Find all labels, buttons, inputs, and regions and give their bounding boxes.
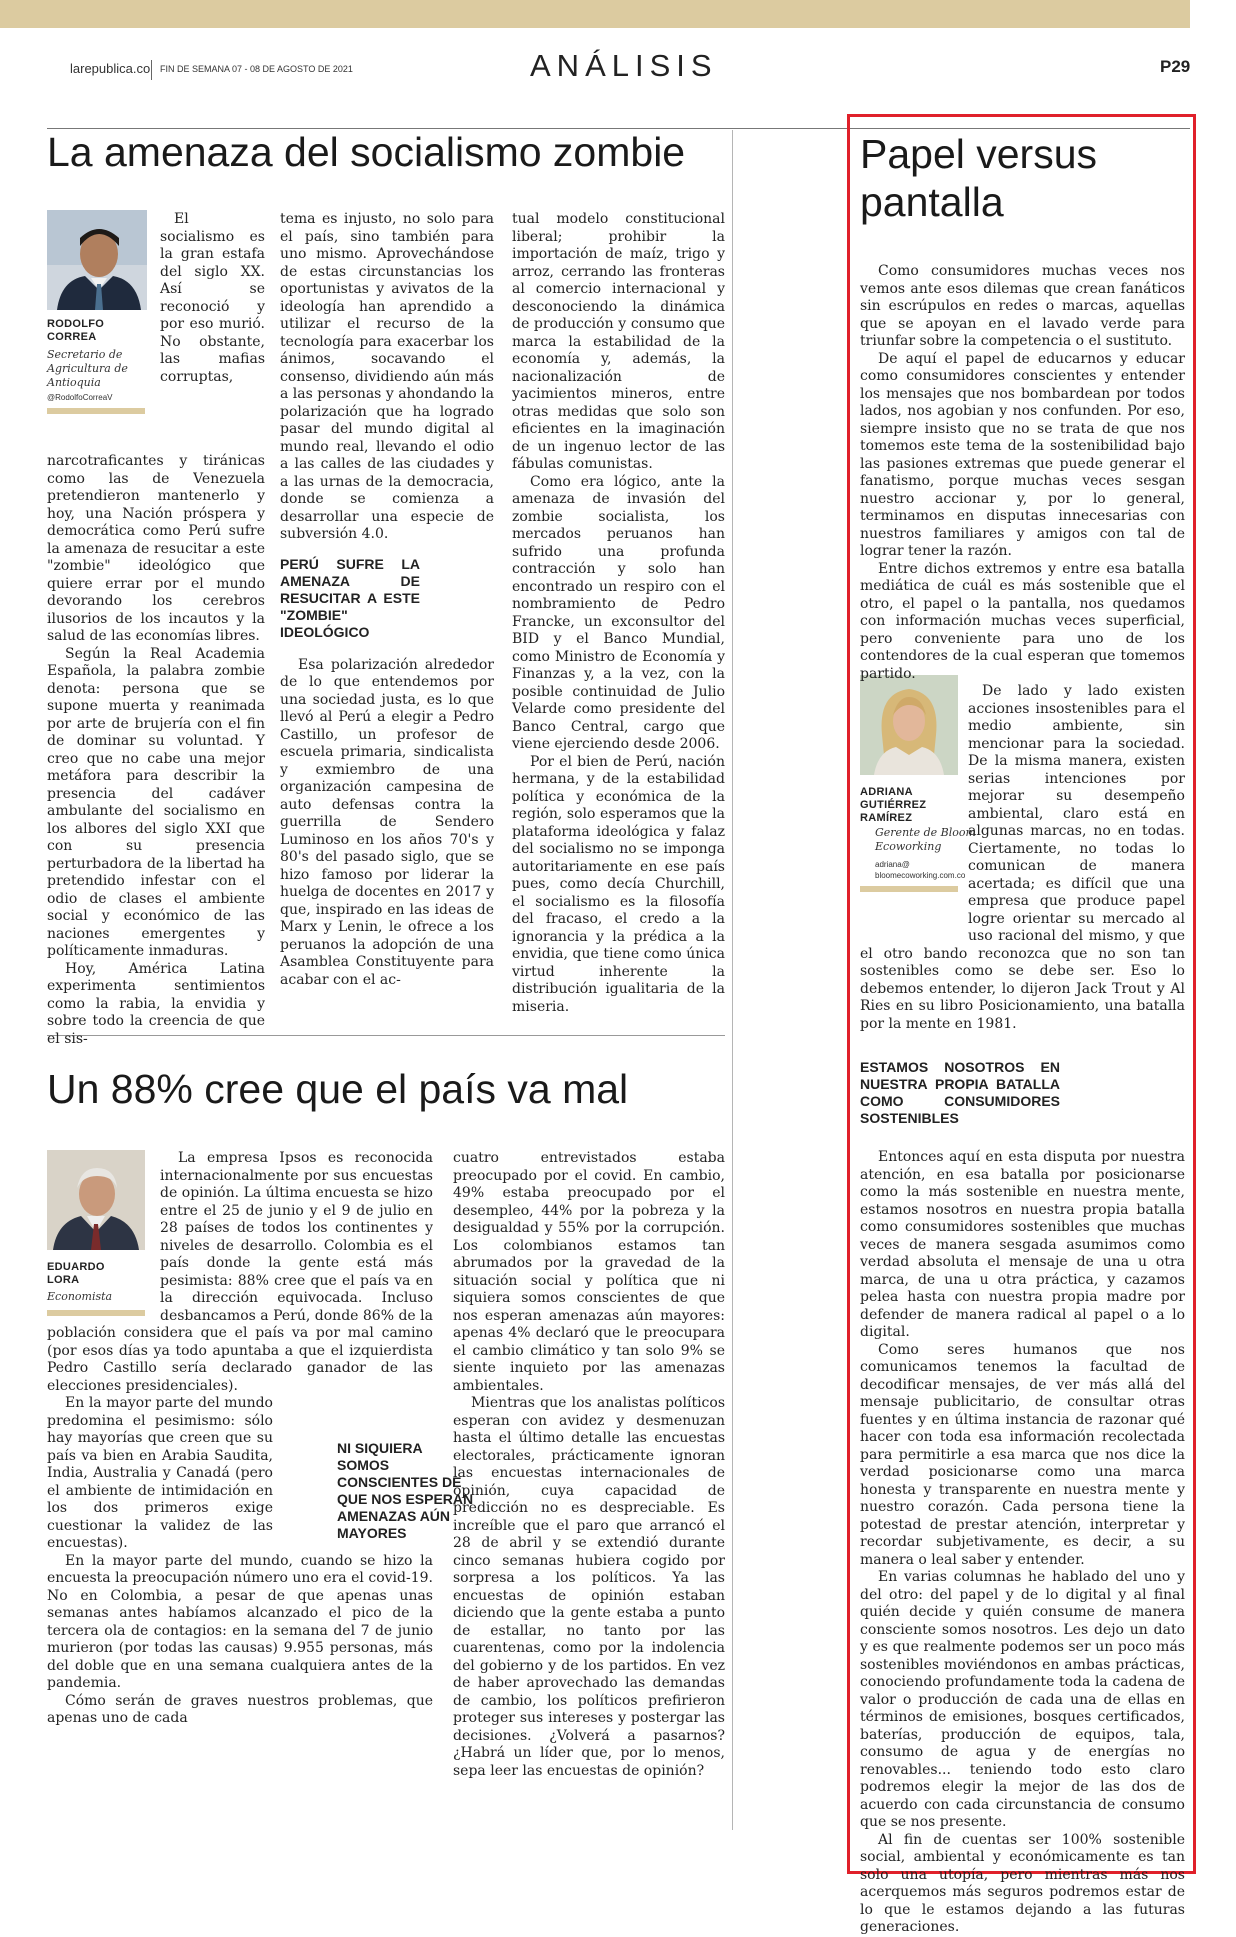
article1-subhead: PERÚ SUFRE LA AMENAZA DE RESUCITAR A ESTE "ZOMBIE" IDEOLÓGICO bbox=[280, 555, 420, 640]
photo-wrap-spacer bbox=[860, 683, 968, 939]
author3-email-line1: adriana@ bbox=[875, 860, 910, 869]
author3-name-line1: ADRIANA bbox=[860, 786, 913, 798]
author3-role-line2: Ecoworking bbox=[875, 840, 942, 853]
paragraph: Al fin de cuentas ser 100% sostenible social, ambiental y económicamente es tan solo una utopía, pero mientras más nos acerquemos más seguros podremos estar de lo que le estamos dejando a las futuras generaciones. bbox=[860, 1831, 1185, 1935]
author3-name-line3: RAMÍREZ bbox=[860, 812, 913, 824]
header-separator bbox=[151, 60, 152, 80]
article1-headline: La amenaza del socialismo zombie bbox=[47, 129, 686, 175]
page-number: P29 bbox=[1160, 57, 1191, 76]
edition-date: FIN DE SEMANA 07 - 08 DE AGOSTO DE 2021 bbox=[160, 64, 353, 74]
article2-column2 bbox=[453, 1150, 725, 1780]
author2-name-line2: LORA bbox=[47, 1274, 80, 1286]
article3-headline-line1: Papel versus bbox=[860, 131, 1098, 177]
photo-wrap-spacer bbox=[47, 1150, 160, 1325]
author2-role: Economista bbox=[47, 1290, 113, 1303]
article1-column1 bbox=[47, 211, 265, 1048]
paragraph: De lado y lado existen acciones insostenibles para el medio ambiente, sin mencionar para la sociedad. De la misma manera, existen serias intenciones por mejorar su desempeño ambiental, claro está en algunas marcas, no en todas. Ciertamente, no todas lo comunican de manera acertada; es difícil que una empresa que produce papel logre orientar su mercado al uso racional del mismo, y que el otro bando reconozca que no son tan sostenibles como se debe ser. Eso lo debemos entender, lo dijeron Jack Trout y Al Ries en su libro Posicionamiento, una batalla por la mente en 1981. bbox=[860, 683, 1185, 1032]
site-name[interactable]: larepublica.co bbox=[70, 61, 151, 76]
paragraph: Cómo serán de graves nuestros problemas, que apenas uno de cada bbox=[47, 1692, 433, 1726]
paragraph: Mientras que los analistas políticos esperan con avidez y desmenuzan hasta el último detalle las encuestas electorales, prácticamente ignoran las encuestas internacionales de opinión, cuya capacidad de predicción no es despreciable. Es increíble que el paro que arrancó el 28 de abril y se extendió durante cinco semanas hubiera cogido por sorpresa a los políticos. Ya las encuestas de opinión estaban diciendo que la gente estaba a punto de estallar, no tanto por las cuarentenas, como por la indolencia del gobierno y de los partidos. En vez de haber aprovechado las demandas de cambio, los políticos prefirieron proteger sus intereses y postergar las decisiones. ¿Volverá a pasarnos? ¿Habrá un líder que, por lo menos, sepa leer las encuestas de opinión? bbox=[453, 1395, 725, 1779]
paragraph: En varias columnas he hablado del uno y del otro: del papel y de lo digital y al final quién decide y quién consume de manera consciente somos nosotros. Les dejo un dato y es que realmente podemos ser un poco más sostenibles moviéndonos en ambas prácticas, conociendo profundamente toda la cadena de valor o producción de cada una de ellas en términos de emisiones, bosques certificados, baterías, producción de equipos, tala, consumo de agua y de energías no renovables... teniendo todo esto claro podremos elegir la mejor de las dos de acuerdo con cada circunstancia de consumo que se nos presente. bbox=[860, 1569, 1185, 1830]
article1-column2 bbox=[280, 211, 494, 989]
author3-role-line1: Gerente de Bloom bbox=[875, 826, 976, 839]
author1-handle[interactable]: @RodolfoCorreaV bbox=[47, 393, 113, 402]
paragraph: Por el bien de Perú, nación hermana, y de la estabilidad política y económica de la región, solo esperamos que la plataforma ideológica y falaz del socialismo no se imponga autoritariamente en ese país pues, como decía Churchill, el socialismo es la filosofía del fracaso, el credo a la ignorancia y la prédica a la envidia, que tiene como única virtud inherente la distribución igualitaria de la miseria. bbox=[512, 753, 725, 1015]
article3-subhead: ESTAMOS NOSOTROS EN NUESTRA PROPIA BATALLA COMO CONSUMIDORES SOSTENIBLES bbox=[860, 1059, 1060, 1126]
paragraph: En la mayor parte del mundo, cuando se hizo la encuesta la preocupación número uno era el covid-19. No en Colombia, a pesar de que apenas unas semanas antes habíamos alcanzado el pico de la tercera ola de contagios: en la semana del 7 de junio murieron (por todas las causas) 9.955 personas, más del doble que en una semana cualquiera antes de la pandemia. bbox=[47, 1552, 433, 1691]
paragraph: tual modelo constitucional liberal; prohibir la importación de maíz, trigo y arroz, cerrando las fronteras al comercio internacional y desconociendo la dinámica de producción y consumo que marca la estabilidad de la economía y, además, la nacionalización de yacimientos mineros, entre otras medidas que solo son eficientes en la imaginación de un ingenuo lector de las fábulas comunistas. bbox=[512, 211, 725, 472]
article2-headline: Un 88% cree que el país va mal bbox=[47, 1066, 629, 1112]
page-header bbox=[0, 48, 1236, 84]
author1-name-line2: CORREA bbox=[47, 331, 97, 343]
author1-name-line1: RODOLFO bbox=[47, 318, 105, 330]
photo-wrap-spacer bbox=[47, 211, 160, 453]
paragraph: En la mayor parte del mundo predomina el pesimismo: sólo hay mayorías que creen que su país va bien en Arabia Saudita, India, Australia y Canadá (pero el ambiente de intimidación en los dos primeros exige cuestionar la validez de las encuestas). bbox=[47, 1395, 273, 1551]
article3-headline-line2: pantalla bbox=[860, 179, 1004, 225]
paragraph: Como era lógico, ante la amenaza de invasión del zombie socialista, los mercados peruanos han sufrido una profunda contracción y solo han encontrado un respiro con el nombramiento de Pedro Francke, un exconsultor del BID y el Banco Mundial, como Ministro de Economía y Finanzas y, a la vez, con la posible continuidad de Julio Velarde como presidente del Banco Central, cargo que viene ejerciendo desde 2006. bbox=[512, 473, 725, 752]
paragraph: El socialismo es la gran estafa del siglo XX. Así se reconoció y por eso murió. No obstante, las mafias corruptas, narcotraficantes y tiránicas como las de Venezuela pretendieron mantenerlo y hoy, una Nación próspera y democrática como Perú sufre la amenaza de resucitar a este "zombie" ideológico que quiere errar por el mundo devorando los cerebros ilusorios de los incautos y la salud de las economías libres. bbox=[47, 211, 265, 644]
paragraph: De aquí el papel de educarnos y educar como consumidores conscientes y entender los mensajes que nos bombardean por todos lados, nos agobian y nos confunden. Por eso, siempre insisto que no se trata de que nos tomemos este tema de la sostenibilidad bajo las pasiones extremas que puede generar el fanatismo, porque muchas veces sesgan nuestro accionar y, por lo general, terminamos en disputas innecesarias con nuestros familiares y amigos con tal de lograr tener la razón. bbox=[860, 350, 1185, 559]
article1-column3 bbox=[512, 211, 725, 1016]
paragraph: Como seres humanos que nos comunicamos tenemos la facultad de decodificar mensajes, de ver más allá del mensaje publicitario, de consultar otras fuentes y en última instancia de razonar qué hacer con toda esa información recolectada para permitirle a esa marca que nos dice la verdad posicionarse como una marca honesta y transparente en nuestra mente y nuestro corazón. Cada persona tiene la potestad de prestar atención, interpretar y recordar subjetivamente, es decir, a su manera o leal saber y entender. bbox=[860, 1341, 1185, 1568]
section-title: ANÁLISIS bbox=[530, 48, 718, 83]
article2-pullquote: NI SIQUIERA SOMOS CONSCIENTES DE QUE NOS ESPERAN AMENAZAS AÚN MAYORES bbox=[337, 1440, 474, 1541]
paragraph: Entonces aquí en esta disputa por nuestra atención, en esa batalla por posicionarse como la más sostenible en nuestra mente, estamos nosotros en nuestra propia batalla como consumidores sostenibles que muchas veces de manera sesgada asumimos como verdad absoluta el mensaje de una u otra marca, de una u otra práctica, y cazamos pelea hasta con nuestra propia madre por defender de manera radical al papel o a lo digital. bbox=[860, 1149, 1185, 1340]
author1-role: Secretario de Agricultura de Antioquia bbox=[47, 348, 128, 389]
paragraph: Como consumidores muchas veces nos vemos ante esos dilemas que crean fanáticos sin escrúpulos en redes o marcas, aquellas que se apoyan en el lavado verde para triunfar sobre la competencia o el sustituto. bbox=[860, 263, 1185, 349]
column-divider bbox=[732, 130, 733, 1830]
author3-email-line2: bloomecoworking.com.co bbox=[875, 871, 966, 880]
article3-headline bbox=[860, 130, 1097, 226]
paragraph: Esa polarización alrededor de lo que entendemos por una sociedad justa, es lo que llevó al Perú a elegir a Pedro Castillo, un profesor de escuela primaria, sindicalista y exmiembro de una organización campesina de auto defensas contra la guerrilla de Sendero Luminoso en los años 70's y 80's del pasado siglo, que se hizo famoso por liderar la huelga de docentes en 2017 y que, inspirado en las ideas de Marx y Lenin, le ofrece a los peruanos la adopción de una Asamblea Constituyente para acabar con el ac- bbox=[280, 656, 494, 988]
article3-body bbox=[860, 263, 1185, 1937]
paragraph: tema es injusto, no solo para el país, sino también para uno mismo. Aprovechándose de estas circunstancias los oportunistas y avivatos de la ideología han aprendido a utilizar el recurso de la tecnología para exacerbar los ánimos, socavando el consenso, dividiendo aún más a las personas y ahondando la polarización que ha logrado pasar del mundo digital al mundo real, llevando el odio a las calles de las ciudades y a las urnas de la democracia, donde se comienza a desarrollar una especie de subversión 4.0. bbox=[280, 211, 494, 542]
paragraph: Según la Real Academia Española, la palabra zombie denota: persona que se supone muerta y reanimada por arte de brujería con el fin de dominar su voluntad. Y creo que no cabe una mejor metáfora para describir la presencia del cadáver ambulante del socialismo en los albores del siglo XXI que con su presencia perturbadora de la libertad ha pretendido infestar con el odio de clases el ambiente social y económico de las naciones emergentes y políticamente inmaduras. bbox=[47, 645, 265, 959]
paragraph: Entre dichos extremos y entre esa batalla mediática de cuál es más sostenible que el otro, el papel o la pantalla, nos quedamos con información muchas veces superficial, pero conveniente para uno de los contendores de la cual esperan que tomemos partido. bbox=[860, 560, 1185, 682]
author3-name-line2: GUTIÉRREZ bbox=[860, 799, 927, 811]
paragraph: cuatro entrevistados estaba preocupado por el covid. En cambio, 49% estaba preocupado por el desempleo, 44% por la pobreza y la desigualdad y 55% por la corrupción. Los colombianos estamos tan abrumados por la gravedad de la situación social y política que ni siquiera somos conscientes de que nos esperan amenazas aún mayores: apenas 4% declaró que le preocupara el cambio climático y tan solo 9% se siente inquieto por las amenazas ambientales. bbox=[453, 1150, 725, 1394]
article2-column1 bbox=[47, 1150, 433, 1728]
top-color-band bbox=[0, 0, 1190, 28]
author2-name-line1: EDUARDO bbox=[47, 1261, 105, 1273]
paragraph: Hoy, América Latina experimenta sentimientos como la rabia, la envidia y sobre todo la creencia de que el sis- bbox=[47, 960, 265, 1047]
paragraph: La empresa Ipsos es reconocida internacionalmente por sus encuestas de opinión. La última encuesta se hizo entre el 25 de junio y el 9 de julio en 28 países de todos los continentes y niveles de desarrollo. Colombia es el país donde la gente está más pesimista: 88% cree que el país va en la dirección equivocada. Incluso desbancamos a Perú, donde 86% de la población considera que el país va por mal camino (por esos días ya todo apuntaba a que el izquierdista Pedro Castillo sería declarado ganador de las elecciones presidenciales). bbox=[47, 1150, 433, 1394]
